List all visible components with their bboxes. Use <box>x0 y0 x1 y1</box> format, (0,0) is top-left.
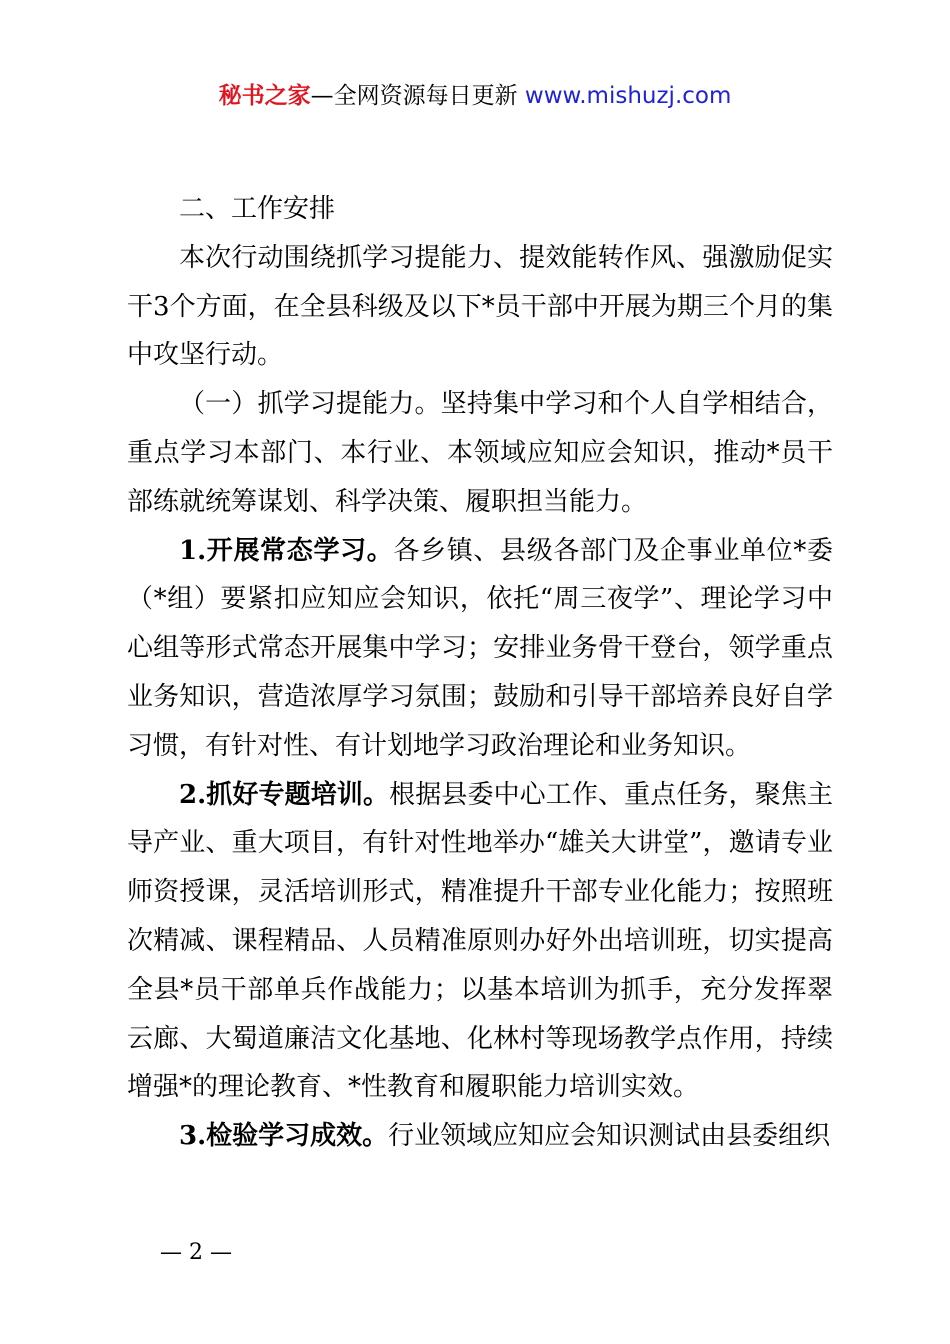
site-url[interactable]: www.mishuzj.com <box>524 83 732 109</box>
item-three-lead: 3.检验学习成效。 <box>179 1121 389 1152</box>
site-tagline: —全网资源每日更新 <box>310 83 518 109</box>
page-number: — 2 — <box>160 1240 232 1265</box>
part-one-paragraph: （一）抓学习提能力。坚持集中学习和个人自学相结合，重点学习本部门、本行业、本领域应知应会知识，推动*员干部练就统筹谋划、科学决策、履职担当能力。 <box>127 389 833 517</box>
item-one-paragraph <box>127 527 833 771</box>
site-banner <box>0 80 950 112</box>
item-one-lead: 1.开展常态学习。 <box>179 535 394 566</box>
item-one-body: 各乡镇、县级各部门及企事业单位*委（*组）要紧扣应知应会知识，依托“周三夜学”、理论学习中心组等形式常态开展集中学习；安排业务骨干登台，领学重点业务知识，营造浓厚学习氛围；鼓励和引导干部培养良好自学习惯，有针对性、有计划地学习政治理论和业务知识。 <box>127 535 833 761</box>
document-body <box>127 185 833 1161</box>
item-two-lead: 2.抓好专题培训。 <box>179 779 390 810</box>
section-heading: 二、工作安排 <box>179 194 336 224</box>
intro-paragraph: 本次行动围绕抓学习提能力、提效能转作风、强激励促实干3个方面，在全县科级及以下*员干部中开展为期三个月的集中攻坚行动。 <box>127 242 833 371</box>
item-three-body: 行业领域应知应会知识测试由县委组织 <box>388 1121 831 1152</box>
site-brand: 秘书之家 <box>218 83 311 109</box>
item-three-paragraph <box>127 1112 833 1161</box>
item-two-paragraph <box>127 771 833 1113</box>
item-two-body: 根据县委中心工作、重点任务，聚焦主导产业、重大项目，有针对性地举办“雄关大讲堂”，邀请专业师资授课，灵活培训形式，精准提升干部专业化能力；按照班次精减、课程精品、人员精准原则办好外出培训班，切实提高全县*员干部单兵作战能力；以基本培训为抓手，充分发挥翠云廊、大蜀道廉洁文化基地、化林村等现场教学点作用，持续增强*的理论教育、*性教育和履职能力培训实效。 <box>127 779 833 1103</box>
